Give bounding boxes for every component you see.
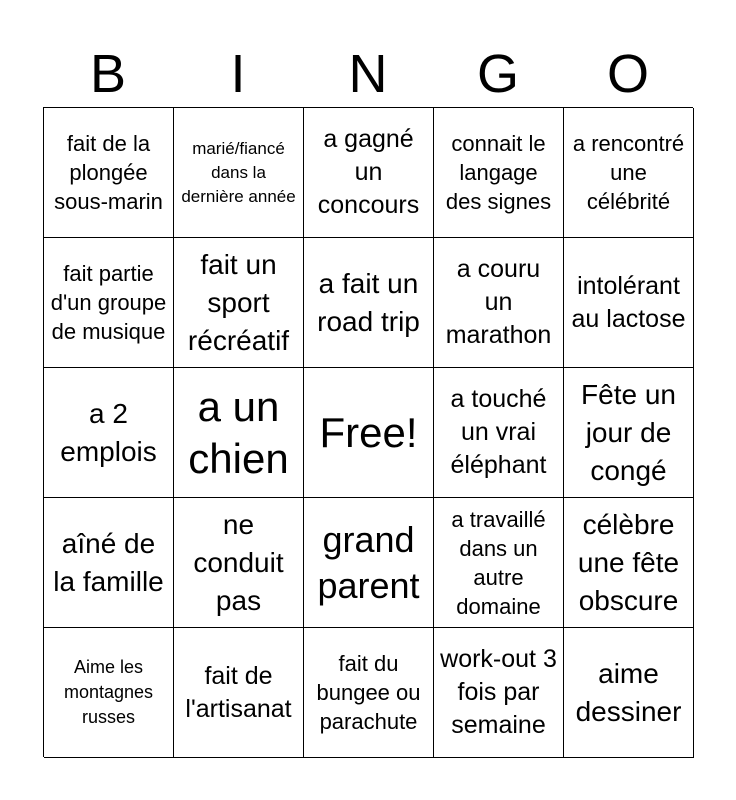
bingo-cell[interactable] <box>174 498 304 628</box>
cell-label: aime dessiner <box>575 657 682 727</box>
bingo-header <box>43 40 693 108</box>
cell-label: a touché un vrai éléphant <box>450 385 547 479</box>
cell-label: fait partie d'un groupe de musique <box>50 261 167 344</box>
cell-label: fait de la plongée sous-marin <box>54 131 163 214</box>
cell-label: célèbre une fête obscure <box>577 508 680 616</box>
bingo-cell[interactable] <box>174 238 304 368</box>
cell-label: intolérant au lactose <box>571 271 686 333</box>
bingo-cell[interactable] <box>304 238 434 368</box>
cell-label: a couru un marathon <box>445 255 552 349</box>
header-letter-b: B <box>89 44 127 104</box>
cell-label: aîné de la famille <box>53 527 164 597</box>
bingo-cell[interactable] <box>304 108 434 238</box>
bingo-cell[interactable] <box>434 628 564 758</box>
cell-label: connait le langage des signes <box>445 131 552 214</box>
bingo-cell[interactable] <box>434 498 564 628</box>
header-letter-n: N <box>348 44 388 104</box>
cell-label: a travaillé dans un autre domaine <box>451 506 546 619</box>
cell-label: marié/fiancé dans la dernière année <box>181 138 296 206</box>
bingo-cell[interactable] <box>564 498 694 628</box>
bingo-grid <box>43 107 693 757</box>
free-space-label: Free! <box>319 408 418 456</box>
bingo-cell[interactable] <box>44 498 174 628</box>
bingo-cell[interactable] <box>564 238 694 368</box>
bingo-cell[interactable] <box>44 238 174 368</box>
cell-label: a rencontré une célébrité <box>572 131 685 214</box>
bingo-cell[interactable] <box>564 628 694 758</box>
cell-label: work-out 3 fois par semaine <box>440 645 557 739</box>
cell-label: a fait un road trip <box>317 267 420 337</box>
bingo-cell[interactable] <box>434 238 564 368</box>
bingo-cell[interactable] <box>174 108 304 238</box>
header-letter-g: G <box>476 44 519 104</box>
cell-label: fait de l'artisanat <box>185 661 292 723</box>
bingo-cell[interactable] <box>434 368 564 498</box>
bingo-cell[interactable] <box>304 498 434 628</box>
cell-label: Aime les montagnes russes <box>63 657 154 727</box>
bingo-cell[interactable] <box>304 628 434 758</box>
bingo-cell[interactable] <box>44 628 174 758</box>
header-letter-o: O <box>606 44 649 104</box>
cell-label: fait un sport récréatif <box>187 248 290 356</box>
cell-label: ne conduit pas <box>193 508 284 616</box>
bingo-cell[interactable] <box>564 368 694 498</box>
bingo-cell bingo-free-cell[interactable] <box>304 368 434 498</box>
cell-label: a un chien <box>188 382 289 482</box>
bingo-cell[interactable] <box>44 108 174 238</box>
bingo-cell[interactable] <box>434 108 564 238</box>
bingo-cell[interactable] <box>174 628 304 758</box>
cell-label: fait du bungee ou parachute <box>316 651 421 734</box>
cell-label: a gagné un concours <box>317 125 420 219</box>
bingo-cell[interactable] <box>564 108 694 238</box>
bingo-cell[interactable] <box>174 368 304 498</box>
cell-label: Fête un jour de congé <box>581 378 676 486</box>
cell-label: a 2 emplois <box>60 397 157 467</box>
header-letter-i: I <box>230 44 246 104</box>
bingo-cell[interactable] <box>44 368 174 498</box>
cell-label: grand parent <box>317 518 420 606</box>
